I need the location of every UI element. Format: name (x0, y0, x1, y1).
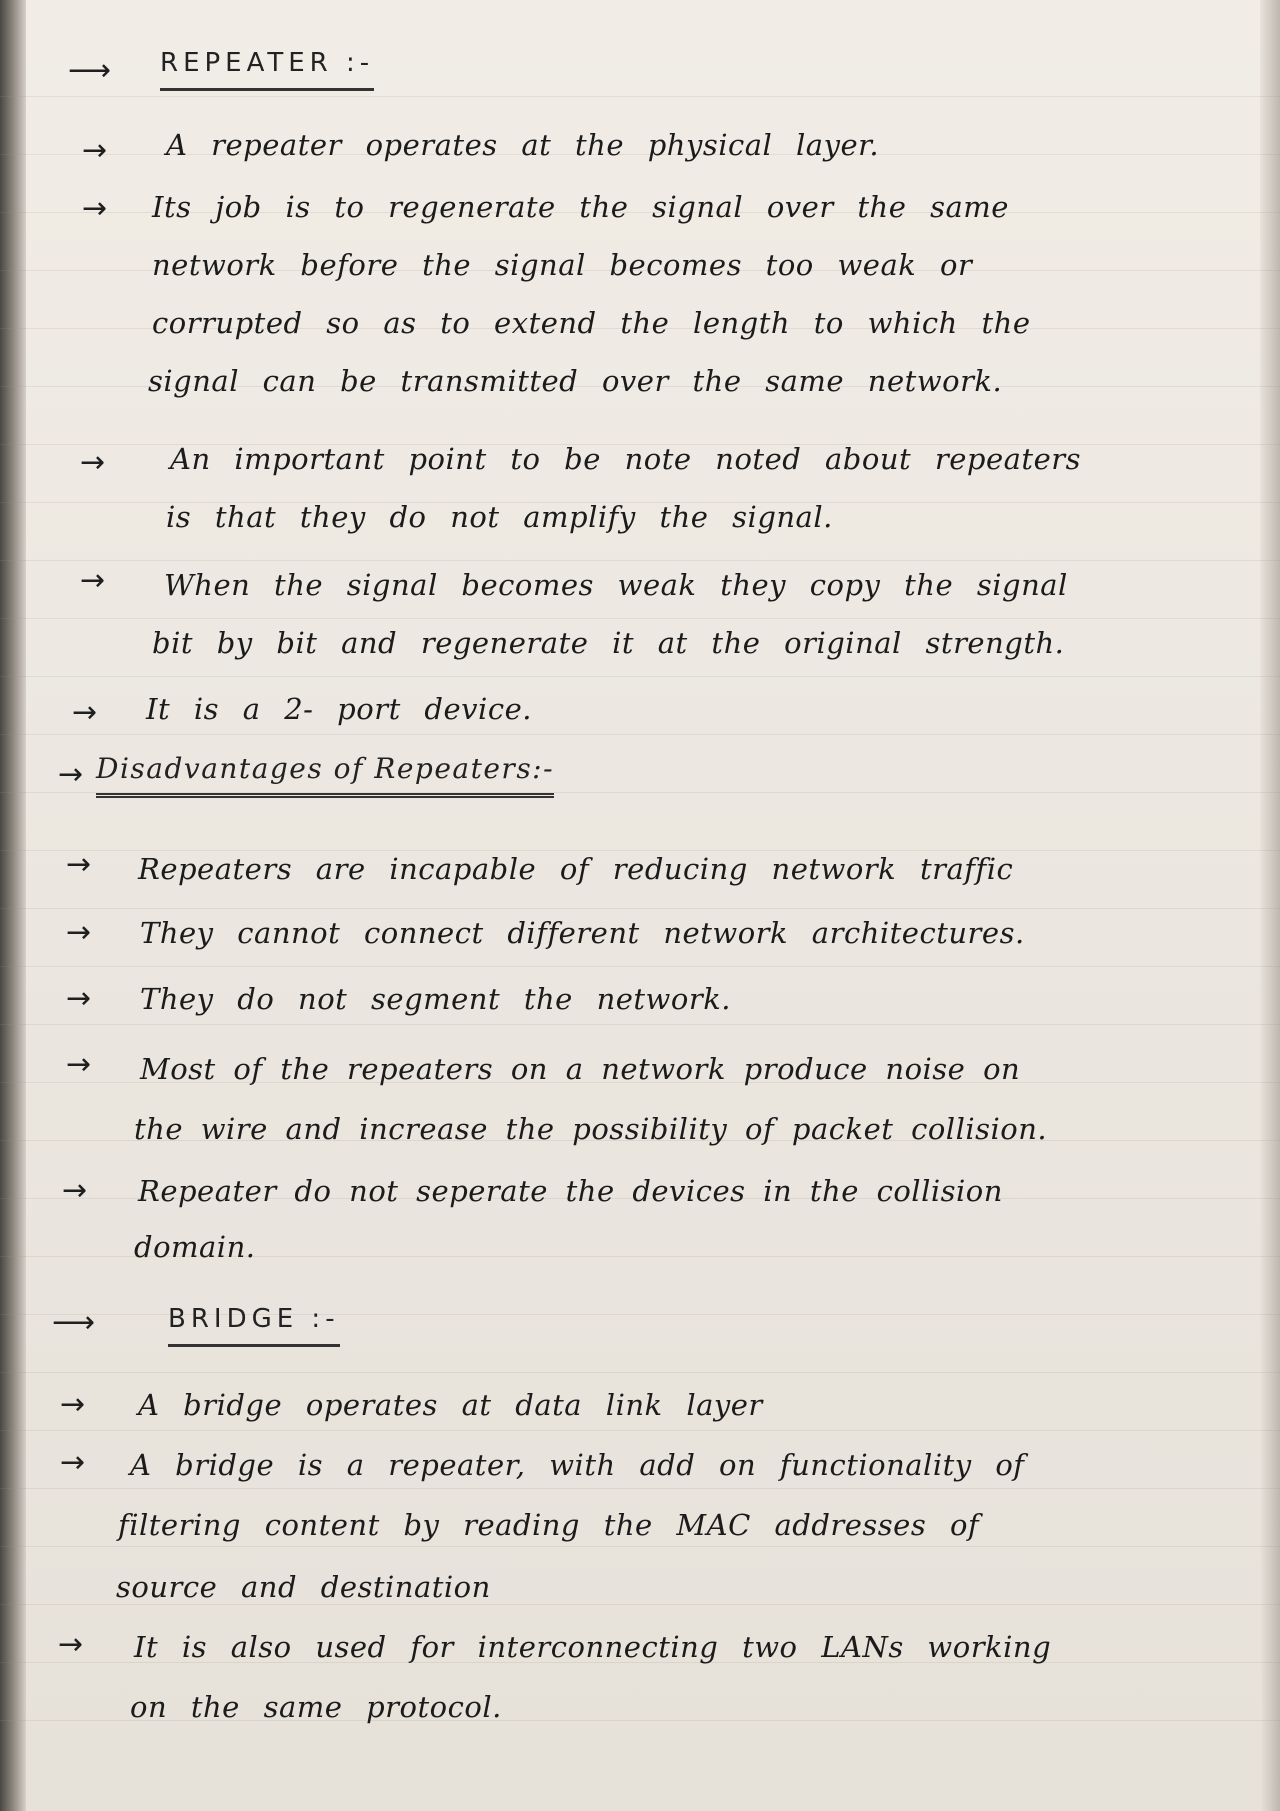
bridge-line: A bridge is a repeater, with add on functionality of (130, 1448, 1025, 1482)
disadvantage-line: Most of the repeaters on a network produce noise on (140, 1052, 1021, 1086)
arrow-icon: → (60, 1387, 86, 1422)
disadvantages-heading: Disadvantages of Repeaters:- (96, 752, 554, 798)
arrow-icon: ⟶ (52, 1305, 96, 1340)
arrow-icon: → (58, 757, 84, 792)
arrow-icon: → (58, 1627, 84, 1662)
arrow-icon: → (62, 1173, 88, 1208)
arrow-icon: → (82, 133, 108, 168)
bridge-heading: BRIDGE :- (168, 1304, 340, 1347)
disadvantage-line: They cannot connect different network architectures. (140, 916, 1025, 950)
repeater-line: bit by bit and regenerate it at the original strength. (152, 626, 1065, 660)
arrow-icon: → (80, 563, 106, 598)
repeater-line: corrupted so as to extend the length to which the (152, 306, 1031, 340)
arrow-icon: ⟶ (68, 53, 112, 88)
repeater-heading: REPEATER :- (160, 48, 374, 91)
arrow-icon: → (66, 981, 92, 1016)
repeater-line: network before the signal becomes too weak or (152, 248, 973, 282)
disadvantage-line: domain. (134, 1230, 256, 1264)
disadvantage-line: Repeaters are incapable of reducing network traffic (138, 852, 1014, 886)
arrow-icon: → (82, 191, 108, 226)
arrow-icon: → (72, 695, 98, 730)
repeater-line: An important point to be note noted about repeaters (170, 442, 1081, 476)
repeater-line: Its job is to regenerate the signal over the same (152, 190, 1009, 224)
repeater-line: It is a 2- port device. (146, 692, 532, 726)
disadvantage-line: They do not segment the network. (140, 982, 731, 1016)
arrow-icon: → (60, 1445, 86, 1480)
arrow-icon: → (66, 1047, 92, 1082)
bridge-line: A bridge operates at data link layer (138, 1388, 763, 1422)
repeater-line: signal can be transmitted over the same network. (148, 364, 1003, 398)
bridge-line: on the same protocol. (130, 1690, 502, 1724)
disadvantage-line: Repeater do not seperate the devices in the collision (138, 1174, 1003, 1208)
arrow-icon: → (66, 847, 92, 882)
bridge-line: It is also used for interconnecting two LANs working (134, 1630, 1052, 1664)
arrow-icon: → (80, 445, 106, 480)
repeater-line: A repeater operates at the physical layer. (166, 128, 880, 162)
repeater-line: is that they do not amplify the signal. (166, 500, 833, 534)
repeater-line: When the signal becomes weak they copy the signal (164, 568, 1068, 602)
disadvantage-line: the wire and increase the possibility of packet collision. (134, 1112, 1048, 1146)
bridge-line: source and destination (116, 1570, 491, 1604)
arrow-icon: → (66, 915, 92, 950)
bridge-line: filtering content by reading the MAC addresses of (118, 1508, 980, 1542)
